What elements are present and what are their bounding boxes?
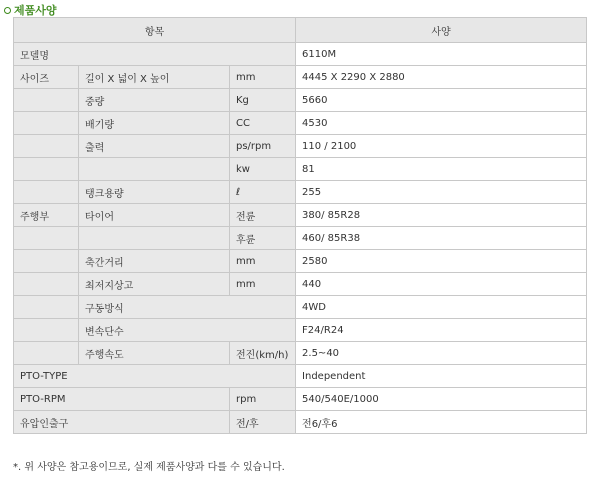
row-label-hydraulic: 유압인출구 bbox=[14, 411, 230, 434]
header-spec: 사양 bbox=[296, 18, 587, 43]
row-label-empty bbox=[79, 158, 230, 181]
row-unit-pto-rpm: rpm bbox=[230, 388, 296, 411]
table-row bbox=[14, 227, 587, 250]
row-value-weight: 5660 bbox=[296, 89, 587, 112]
row-unit-wheelbase: mm bbox=[230, 250, 296, 273]
row-category-empty bbox=[14, 135, 79, 158]
row-category-drivetrain: 주행부 bbox=[14, 204, 79, 227]
table-row bbox=[14, 342, 587, 365]
footnote: *. 위 사양은 참고용이므로, 실제 제품사양과 다를 수 있습니다. bbox=[13, 462, 285, 473]
row-value-tank: 255 bbox=[296, 181, 587, 204]
row-value-tire-front: 380/ 85R28 bbox=[296, 204, 587, 227]
row-label-output: 출력 bbox=[79, 135, 230, 158]
row-unit-displacement: CC bbox=[230, 112, 296, 135]
row-value-clearance: 440 bbox=[296, 273, 587, 296]
row-value-hydraulic: 전6/후6 bbox=[296, 411, 587, 434]
row-label-size: 길이 X 넓이 X 높이 bbox=[79, 66, 230, 89]
row-unit-speed: 전진(km/h) bbox=[230, 342, 296, 365]
row-value-wheelbase: 2580 bbox=[296, 250, 587, 273]
row-category-size: 사이즈 bbox=[14, 66, 79, 89]
row-label-empty bbox=[79, 227, 230, 250]
row-value-output: 110 / 2100 bbox=[296, 135, 587, 158]
table-row bbox=[14, 204, 587, 227]
row-unit-tire-rear: 후륜 bbox=[230, 227, 296, 250]
row-category-empty bbox=[14, 181, 79, 204]
table-row bbox=[14, 112, 587, 135]
section-title-text: 제품사양 bbox=[14, 4, 57, 17]
table-row bbox=[14, 89, 587, 112]
bullet-circle-icon bbox=[4, 7, 11, 14]
row-label-speed: 주행속도 bbox=[79, 342, 230, 365]
row-unit-clearance: mm bbox=[230, 273, 296, 296]
table-row bbox=[14, 250, 587, 273]
row-value-pto-type: Independent bbox=[296, 365, 587, 388]
row-label-tire: 타이어 bbox=[79, 204, 230, 227]
table-row bbox=[14, 296, 587, 319]
table-row bbox=[14, 273, 587, 296]
row-label-weight: 중량 bbox=[79, 89, 230, 112]
row-value-displacement: 4530 bbox=[296, 112, 587, 135]
row-label-clearance: 최저지상고 bbox=[79, 273, 230, 296]
table-row bbox=[14, 388, 587, 411]
row-category-empty bbox=[14, 112, 79, 135]
row-value-gears: F24/R24 bbox=[296, 319, 587, 342]
table-row bbox=[14, 43, 587, 66]
row-label-displacement: 배기량 bbox=[79, 112, 230, 135]
table-row bbox=[14, 135, 587, 158]
row-value-drive: 4WD bbox=[296, 296, 587, 319]
table-row bbox=[14, 365, 587, 388]
row-unit-size: mm bbox=[230, 66, 296, 89]
row-category-empty bbox=[14, 342, 79, 365]
table-row bbox=[14, 181, 587, 204]
row-unit-output-kw: kw bbox=[230, 158, 296, 181]
row-label-wheelbase: 축간거리 bbox=[79, 250, 230, 273]
row-label-drive: 구동방식 bbox=[79, 296, 296, 319]
row-value-pto-rpm: 540/540E/1000 bbox=[296, 388, 587, 411]
row-label-model: 모델명 bbox=[14, 43, 296, 66]
row-category-empty bbox=[14, 227, 79, 250]
spec-table bbox=[13, 17, 587, 434]
row-unit-weight: Kg bbox=[230, 89, 296, 112]
row-category-empty bbox=[14, 296, 79, 319]
row-value-model: 6110M bbox=[296, 43, 587, 66]
table-row bbox=[14, 158, 587, 181]
row-category-empty bbox=[14, 319, 79, 342]
section-title bbox=[4, 2, 57, 18]
row-category-empty bbox=[14, 273, 79, 296]
row-value-speed: 2.5~40 bbox=[296, 342, 587, 365]
header-item: 항목 bbox=[14, 18, 296, 43]
row-unit-tire-front: 전륜 bbox=[230, 204, 296, 227]
row-label-pto-rpm: PTO-RPM bbox=[14, 388, 230, 411]
row-value-output-kw: 81 bbox=[296, 158, 587, 181]
row-category-empty bbox=[14, 250, 79, 273]
table-row bbox=[14, 66, 587, 89]
row-label-tank: 탱크용량 bbox=[79, 181, 230, 204]
row-value-size: 4445 X 2290 X 2880 bbox=[296, 66, 587, 89]
row-category-empty bbox=[14, 158, 79, 181]
table-header-row bbox=[14, 18, 587, 43]
table-row bbox=[14, 411, 587, 434]
row-unit-hydraulic: 전/후 bbox=[230, 411, 296, 434]
row-value-tire-rear: 460/ 85R38 bbox=[296, 227, 587, 250]
table-row bbox=[14, 319, 587, 342]
row-label-pto-type: PTO-TYPE bbox=[14, 365, 296, 388]
row-label-gears: 변속단수 bbox=[79, 319, 296, 342]
row-unit-tank: ℓ bbox=[230, 181, 296, 204]
row-category-empty bbox=[14, 89, 79, 112]
row-unit-output: ps/rpm bbox=[230, 135, 296, 158]
